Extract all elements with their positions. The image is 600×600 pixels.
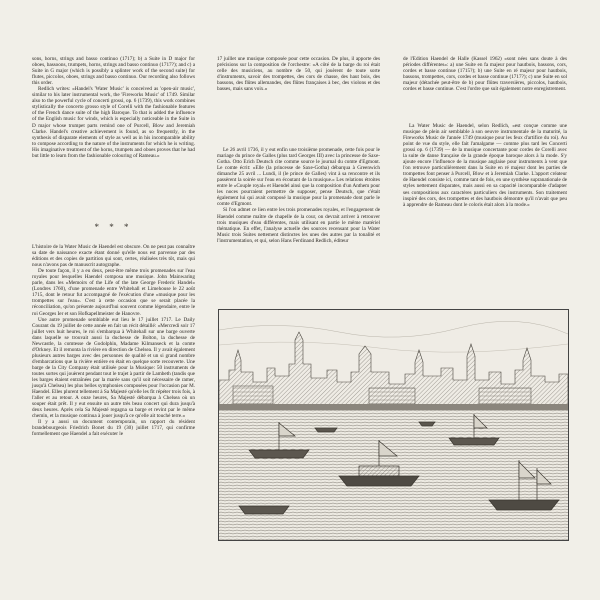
paragraph: 17 juillet une musique composée pour cette occasion. De plus, il apporte des précisions sur la composition de l'orchestre: «A côté de la barge du roi était celle des musiciens, au nombre de 50, qui jouèrent de toute sorte d'instruments, savoir des trompettes, des cors de chasse, des haut bois, des bassons, des flûtes allemandes, des flûtes françaises à bec, des violons et des basses, mais sans voix.» bbox=[217, 56, 380, 93]
paragraph: sons, horns, strings and basso continuo (1717); b) a Suite in D major for oboes, bassoons, trumpets, horns, strings and basso continuo (1717?); and c) a Suite in G major (which is possibly a splinter work of the second suite) for flutes, piccolos, oboes, strings and basso continuo. Our recording also follows this order. bbox=[32, 56, 195, 87]
paragraph: Une autre promenade semblable eut lieu le 17 juillet 1717. Le Daily Courant du 19 juillet de cette année en fait un récit détaillé: «Mercredi soir 17 juillet vers huit heures, le roi s'embarqua à Whitehall sur une barge ouverte dans laquelle se trouvait aussi la duchesse de Bolton, la duchesse de Newcastle, la comtesse de Godolphin, Madame Kilmanseck et la comte d'Orkney. Et il remonta la rivière en direction de Chelsea. Il y avait également plusieurs autres barges avec des personnes de qualité et un si grand nombre d'embarcations que la rivière entière en était en quelque sorte recouverte. Une barge de la City Company était utilisée pour la Musique: 50 instruments de toutes sortes qui jouèrent pendant tout le trajet à partir de Lambeth (tandis que les barges étaient entraînées par la marée sans qu'il soit nécessaire de ramer, jusqu'à Chelsea) les plus belles symphonies composées pour l'occasion par M. Haendel. Elles plurent tellement à Sa Majesté qu'elle les fit répéter trois fois, à l'aller et au retour. A onze heures, Sa Majesté débarqua à Chelsea où un souper était prêt. Il y eut ensuite un autre très beau concert qui dura jusqu'à deux heures. Après cela Sa Majesté regagna sa barge et revint par le même chemin, et la musique continua à jouer jusqu'à ce qu'elle ait touché terre.» bbox=[32, 316, 195, 420]
section-ornament: * * * bbox=[94, 222, 133, 232]
paragraph: La Water Music de Haendel, selon Redlich, «est conçue comme une musique de plein air semblable à son oeuvre instrumentale de la maturité, la Fireworks Music de l'année 1749 (musique pour les feux d'artifice du roi). Au point de vue du style, elle fait l'amalgame — comme plus tard les Concerti grossi op. 6 (1739) — de la musique concertante pour cordes de Corelli avec la suite de danse française de la grande époque baroque alors à la mode. S'y ajoute encore l'influence de la musique anglaise pour instruments à vent que l'on retrouve particulièrement dans la Suite en ré majeur dont les parties de trompettes font penser à Purcell, Blow et à Jeremiah Clarke. L'apport créateur de Haendel consiste ici, comme tant de fois, en une synthèse supranationale de styles nettement disparates, mais aussi en sa capacité incomparable d'adapter ses compositions aux caractères particuliers des instruments. Son traitement inspiré des cors, des trompettes et des hautbois démontre qu'il n'avait que peu à apprendre de Rameau dont le coloris était alors à la mode.» bbox=[403, 123, 567, 208]
engraving-drawing bbox=[219, 310, 568, 540]
paragraph: Il y a aussi un document contemporain, un rapport du résident brandebourgeois Friedrich Bonet du 19 (30) juillet 1717, qui confirme formellement que Haendel a fait exécuter le bbox=[32, 419, 195, 438]
paragraph: Redlich writes: «Handel's 'Water Music' is conceived as 'open-air music', similar to his later instrumental work, the 'Fireworks Music' of 1749. Similar also to the powerful cycle of concerti grossi, op. 6 (1739), this work combines stylistically the concerto grosso style of Corelli with the fashionable features of the French dance suite of the high Baroque. To that is added the influence of the English music for winds, which is especially noticeable in the Suite in D major whose trumpet parts remind one of Purcell, Blow and Jeremiah Clarke. Handel's creative achievement is found, as so frequently, in the synthesis of disparate elements of style as well as in his incomparable ability to compose according to the nature of the instruments for which he is writing. His imaginative treatment of the horns, trumpets and oboes proves that he had but little to learn from the fashionable colouring of Rameau.» bbox=[32, 86, 195, 159]
shoreline bbox=[219, 404, 568, 410]
column-3-text bbox=[403, 123, 567, 208]
paragraph: De toute façon, il y a eu deux, peut-être même trois promenades sur l'eau royales pour lesquelles Haendel composa une musique. John Mainwaring parle, dans les «Memoirs of the Life of the late George Frederic Handel» (Londres 1760), d'une promenade entre Whitehall et Limehouse le 22 août 1715, dont le retour fut accompagné de l'exécution d'une «musique pour les trompettes sur l'eau». C'est à cette occasion que se serait placée la réconciliation, qu'on présente aujourd'hui souvent comme légendaire, entre le roi Georges Ier et son Hofkapellmeister de Hanovre. bbox=[32, 268, 195, 317]
thames-engraving-illustration bbox=[218, 309, 569, 541]
paragraph: de l'Edition Haendel de Halle (Kassel 1962) «sont nées sans doute à des périodes différentes»: a) une Suite en fa majeur pour hautbois, bassons, cors, cordes et basse continue (1715?); b) une Suite en ré majeur pour hautbois, bassons, trompettes, cors, cordes et basse continue (1717?); c) une Suite en sol majeur (détachée peut-être de b) pour flûtes traversières, piccolos, hautbois, cordes et basse continue. C'est l'ordre que suit également notre enregistrement. bbox=[403, 56, 567, 93]
paragraph: L'histoire de la Water Music de Haendel est obscure. On ne peut pas connaître sa date de naissance exacte étant donné qu'elle nous est parvenue par des éditions et des copies de partition qui sont, certes, réalisées très tôt, mais qui nous n'avons pas de manuscrit autographe. bbox=[32, 244, 195, 269]
column-1-french-text bbox=[32, 244, 195, 438]
column-1-english-text bbox=[32, 56, 195, 159]
column-2-text bbox=[217, 147, 380, 244]
paragraph: Si l'on admet ce lien entre les trois promenades royales, et l'engagement de Haendel comme maître de chapelle de la cour, on devrait arriver à retrouver trois musiques d'eau différentes, mais utilisant en partie le même matériel thématique. En effet, l'analyse actuelle des sources recensant pour la Water Music trois Suites nettement distinctes les unes des autres par la tonalité et l'instrumentation, et qui, selon Hans Ferdinand Redlich, éditeur bbox=[217, 207, 380, 244]
column-3-top-text bbox=[403, 56, 567, 92]
paragraph: Le 26 avril 1736, il y eut enfin une troisième promenade, cette fois pour le mariage du prince de Galles (plus tard Georges III) avec la princesse de Saxe-Gotha. Otto Erich Deutsch cite comme source le journal du comte d'Egmont. Le comte écrit: «Elle (la princesse de Saxe-Gotha) débarqua à Greenwich dimanche 25 avril ... Lundi, il (le prince de Galles) vint à sa rencontre et ils passèrent la soirée sur l'eau en écoutant de la musique.» Les relations étroites entre le «Couple royal» et Haendel ainsi que la composition d'un Anthem pour les noces pourraient permettre de supposer, pense Deutsch, que c'était également lui qui avait composé la musique pour la promenade dont parle le comte d'Egmont. bbox=[217, 147, 380, 208]
column-2-top-text bbox=[217, 56, 380, 92]
